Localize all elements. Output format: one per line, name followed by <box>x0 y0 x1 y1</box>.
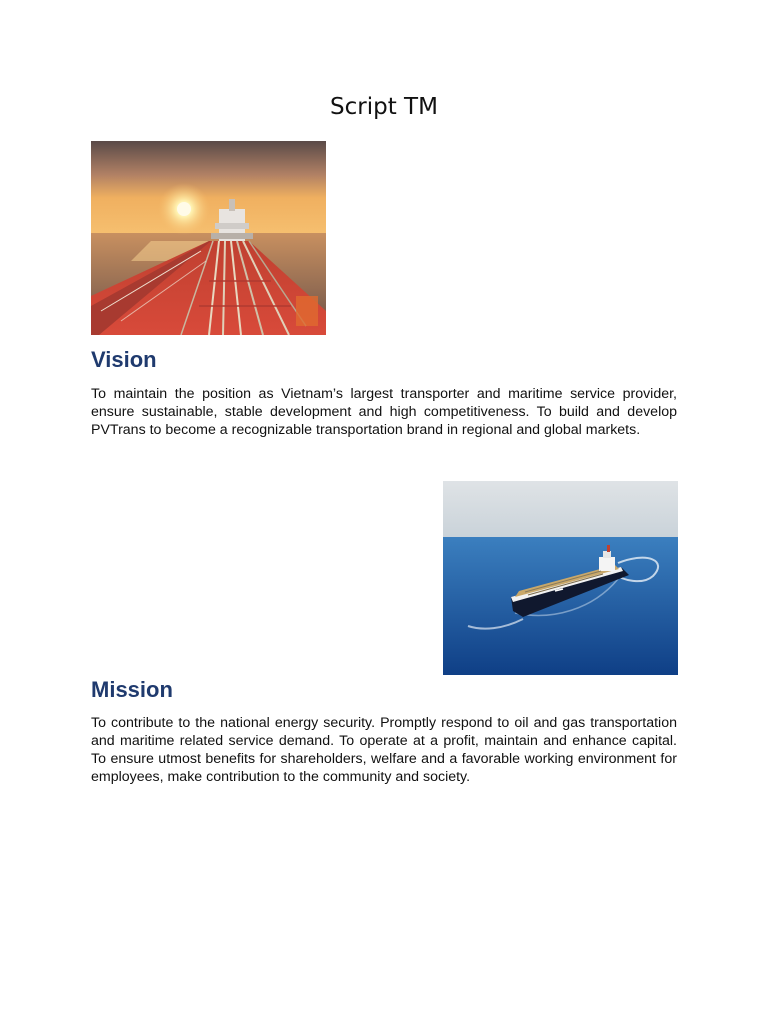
page-title: Script TM <box>330 94 438 120</box>
tanker-sunset-illustration <box>91 141 326 335</box>
tanker-sea-image <box>443 481 678 675</box>
tanker-sea-illustration <box>443 481 678 675</box>
mission-heading: Mission <box>91 677 173 702</box>
mission-text: To contribute to the national energy security. Promptly respond to oil and gas transportation and maritime related service demand. To operate at a profit, maintain and enhance capital. To ensure utmost benefits for shareholders, welfare and a favorable working environment for employees, make contribution to the community and society. <box>91 715 677 785</box>
tanker-sunset-image <box>91 141 326 335</box>
vision-heading: Vision <box>91 347 157 372</box>
vision-text: To maintain the position as Vietnam’s largest transporter and maritime service provider, ensure sustainable, stable development and high competitiveness. To build and develop PVTrans to become a recognizable transportation brand in regional and global markets. <box>91 386 677 438</box>
